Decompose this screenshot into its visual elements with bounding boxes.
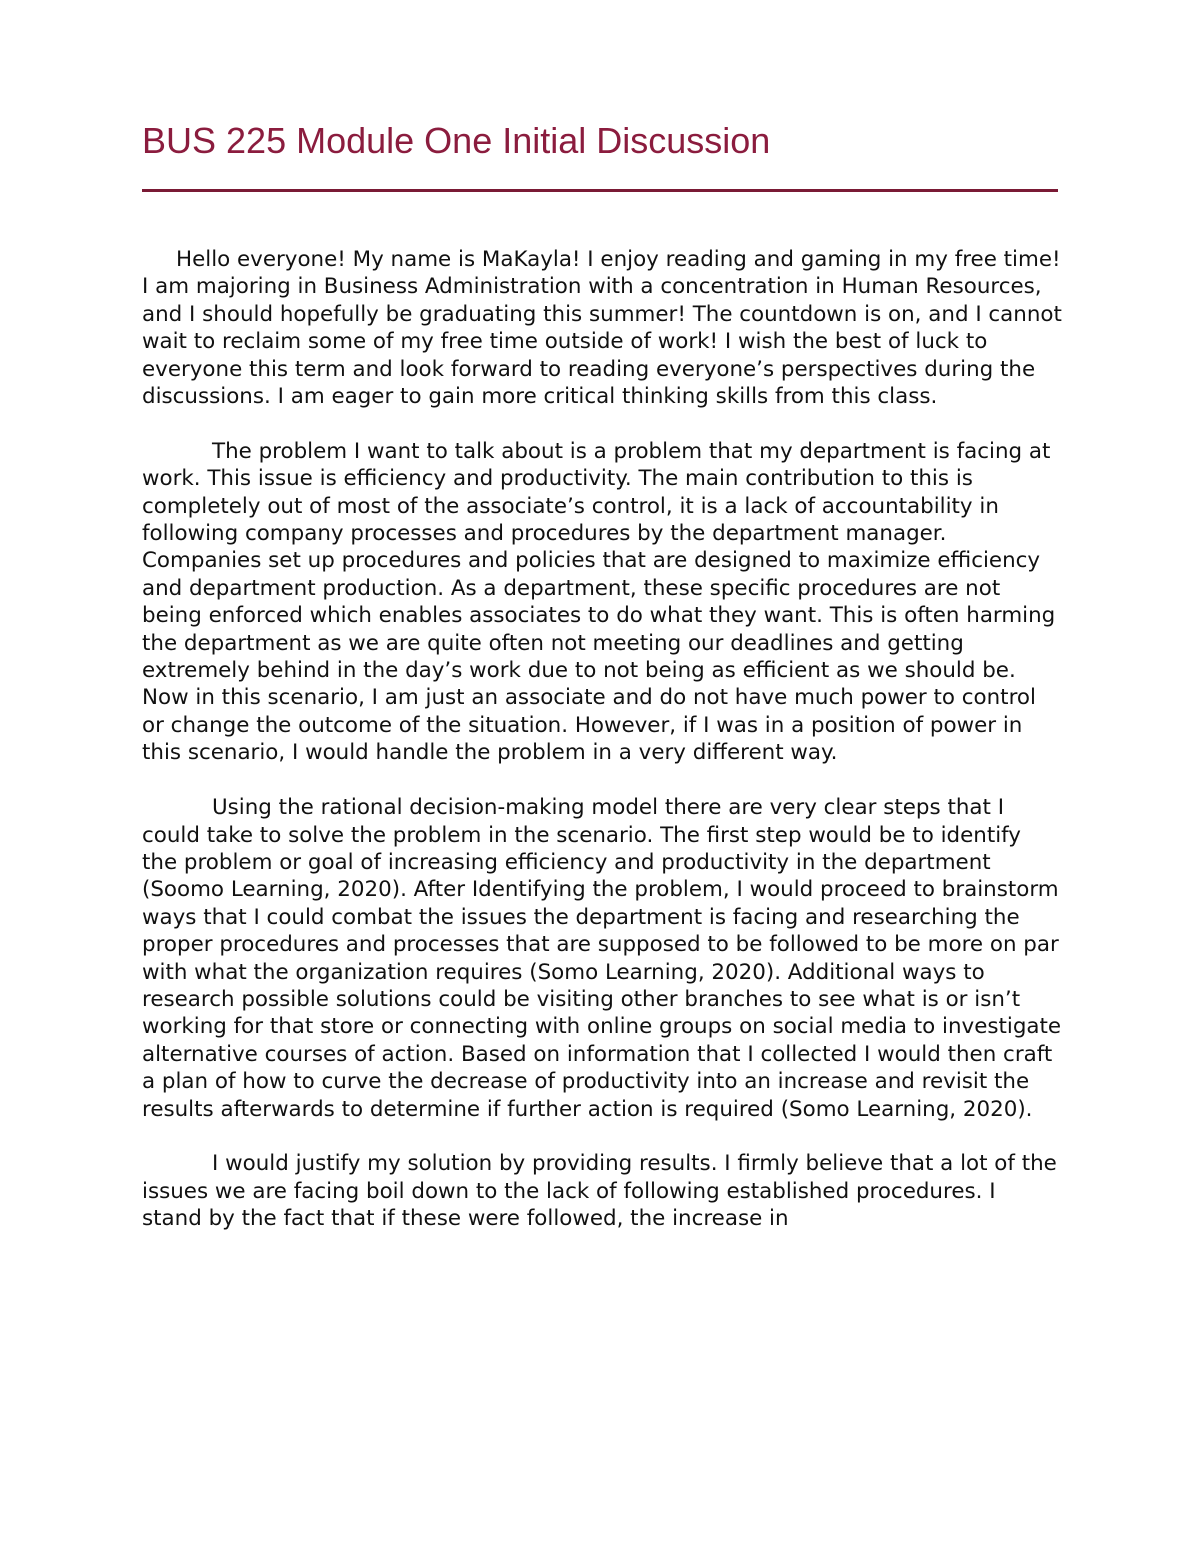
document-body: [142, 246, 1062, 1260]
document-title: BUS 225 Module One Initial Discussion: [142, 120, 771, 161]
paragraph-decision-model: Using the rational decision-making model there are very clear steps that I could take to solve the problem in the scenario. The first step would be to identify the problem or goal of increasing efficiency and productivity in the department (Soomo Learning, 2020). After Identifying the problem, I would proceed to brainstorm ways that I could combat the issues the department is facing and researching the proper procedures and processes that are supposed to be followed to be more on par with what the organization requires (Somo Learning, 2020). Additional ways to research possible solutions could be visiting other branches to see what is or isn’t working for that store or connecting with online groups on social media to investigate alternative courses of action. Based on information that I collected I would then craft a plan of how to curve the decrease of productivity into an increase and revisit the results afterwards to determine if further action is required (Somo Learning, 2020).: [142, 795, 1062, 1122]
paragraph-introduction: Hello everyone! My name is MaKayla! I enjoy reading and gaming in my free time! I am majoring in Business Administration with a concentration in Human Resources, and I should hopefully be graduating this summer! The countdown is on, and I cannot wait to reclaim some of my free time outside of work! I wish the best of luck to everyone this term and look forward to reading everyone’s perspectives during the discussions. I am eager to gain more critical thinking skills from this class.: [142, 247, 1062, 410]
paragraph-justification: I would justify my solution by providing results. I firmly believe that a lot of the issues we are facing boil down to the lack of following established procedures. I stand by the fact that if these were followed, the increase in: [142, 1151, 1057, 1232]
title-divider: [142, 189, 1058, 192]
paragraph-problem: The problem I want to talk about is a problem that my department is facing at work. This issue is efficiency and productivity. The main contribution to this is completely out of most of the associate’s control, it is a lack of accountability in following company processes and procedures by the department manager. Companies set up procedures and policies that are designed to maximize efficiency and department production. As a department, these specific procedures are not being enforced which enables associates to do what they want. This is often harming the department as we are quite often not meeting our deadlines and getting extremely behind in the day’s work due to not being as efficient as we should be. Now in this scenario, I am just an associate and do not have much power to control or change the outcome of the situation. However, if I was in a position of power in this scenario, I would handle the problem in a very different way.: [142, 438, 1056, 766]
